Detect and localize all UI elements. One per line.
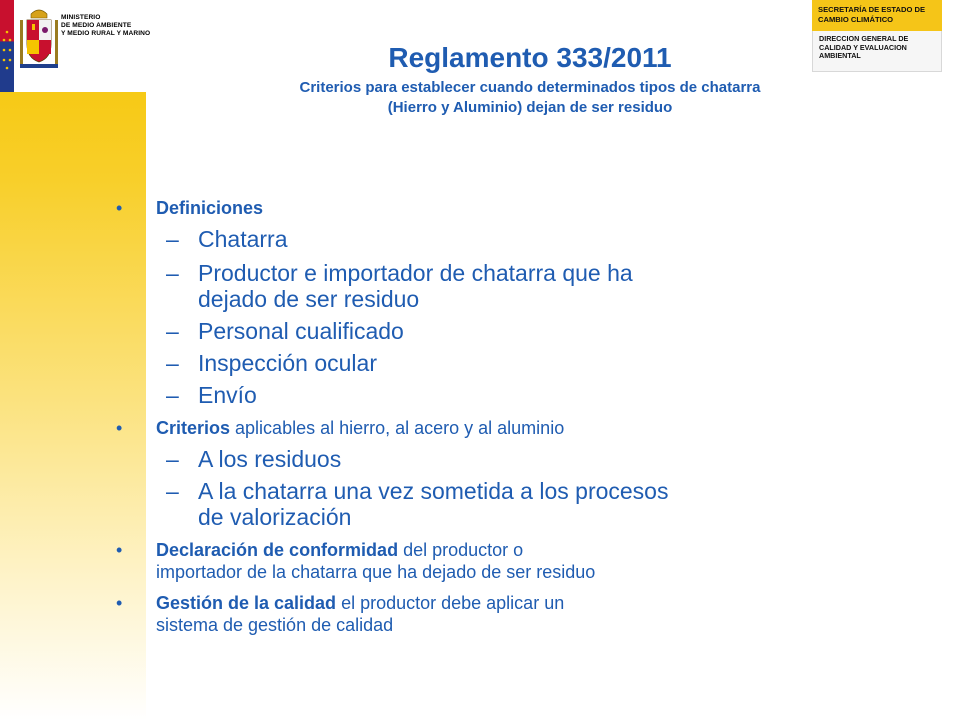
slide-subtitle (160, 78, 900, 118)
sub-bullet-text: Productor e importador de chatarra que ha (198, 260, 633, 286)
sub-bullet (116, 446, 776, 472)
coat-of-arms-icon (18, 6, 60, 72)
sub-bullet (116, 260, 776, 312)
bullet-icon: • (116, 540, 123, 560)
bullet-text: el productor debe aplicar un (336, 593, 565, 613)
dash-icon: – (166, 446, 179, 472)
eu-stars-icon (0, 24, 14, 84)
secretaria-label: SECRETARÍA DE ESTADO DE CAMBIO CLIMÁTICO (812, 0, 942, 31)
bullet-label: Definiciones (156, 198, 264, 218)
bullet-criterios (116, 417, 776, 439)
bullet-text: del productor o (398, 540, 524, 560)
subtitle-line: (Hierro y Aluminio) dejan de ser residuo (387, 99, 673, 116)
sub-bullet-text: dejado de ser residuo (198, 286, 420, 312)
dash-icon: – (166, 382, 179, 408)
sub-bullet-text: A los residuos (198, 446, 342, 472)
dash-icon: – (166, 350, 179, 376)
dash-icon: – (166, 478, 179, 504)
bullet-declaracion (116, 539, 776, 583)
sub-bullet (116, 350, 776, 376)
dash-icon: – (166, 226, 179, 252)
eu-flag-strip (0, 0, 14, 92)
sub-bullet (116, 226, 776, 252)
bullet-icon: • (116, 418, 123, 438)
slide-title: Reglamento 333/2011 (388, 42, 672, 73)
sub-bullet-text: A la chatarra una vez sometida a los procesos (198, 478, 669, 504)
sub-bullet-text: Envío (198, 382, 257, 408)
ministry-line: Y MEDIO RURAL Y MARINO (61, 30, 151, 37)
sub-bullet-text: de valorización (198, 504, 352, 530)
direccion-label: DIRECCION GENERAL DE CALIDAD Y EVALUACION AMBIENTAL (812, 31, 942, 72)
bullet-gestion (116, 592, 776, 636)
bullet-text: aplicables al hierro, al acero y al aluminio (230, 418, 565, 438)
bullet-label: Gestión de la calidad (156, 593, 337, 613)
ministry-line: MINISTERIO (61, 14, 101, 21)
sub-bullet-text: Personal cualificado (198, 318, 404, 344)
slide-content (116, 197, 776, 636)
sub-bullet (116, 478, 776, 530)
dash-icon: – (166, 260, 179, 286)
sub-bullet (116, 382, 776, 408)
bullet-label: Declaración de conformidad (156, 540, 399, 560)
sub-bullet-text: Chatarra (198, 226, 288, 252)
bullet-label: Criterios (156, 418, 231, 438)
sub-bullet (116, 318, 776, 344)
sub-bullet-text: Inspección ocular (198, 350, 377, 376)
ministry-line: DE MEDIO AMBIENTE (61, 22, 132, 29)
bullet-icon: • (116, 198, 123, 218)
ministry-name (61, 14, 151, 38)
bullet-icon: • (116, 593, 123, 613)
bullet-definiciones (116, 197, 776, 219)
bullet-text: sistema de gestión de calidad (156, 615, 394, 635)
dash-icon: – (166, 318, 179, 344)
bullet-text: importador de la chatarra que ha dejado de ser residuo (156, 562, 596, 582)
subtitle-line: Criterios para establecer cuando determinados tipos de chatarra (299, 79, 761, 96)
